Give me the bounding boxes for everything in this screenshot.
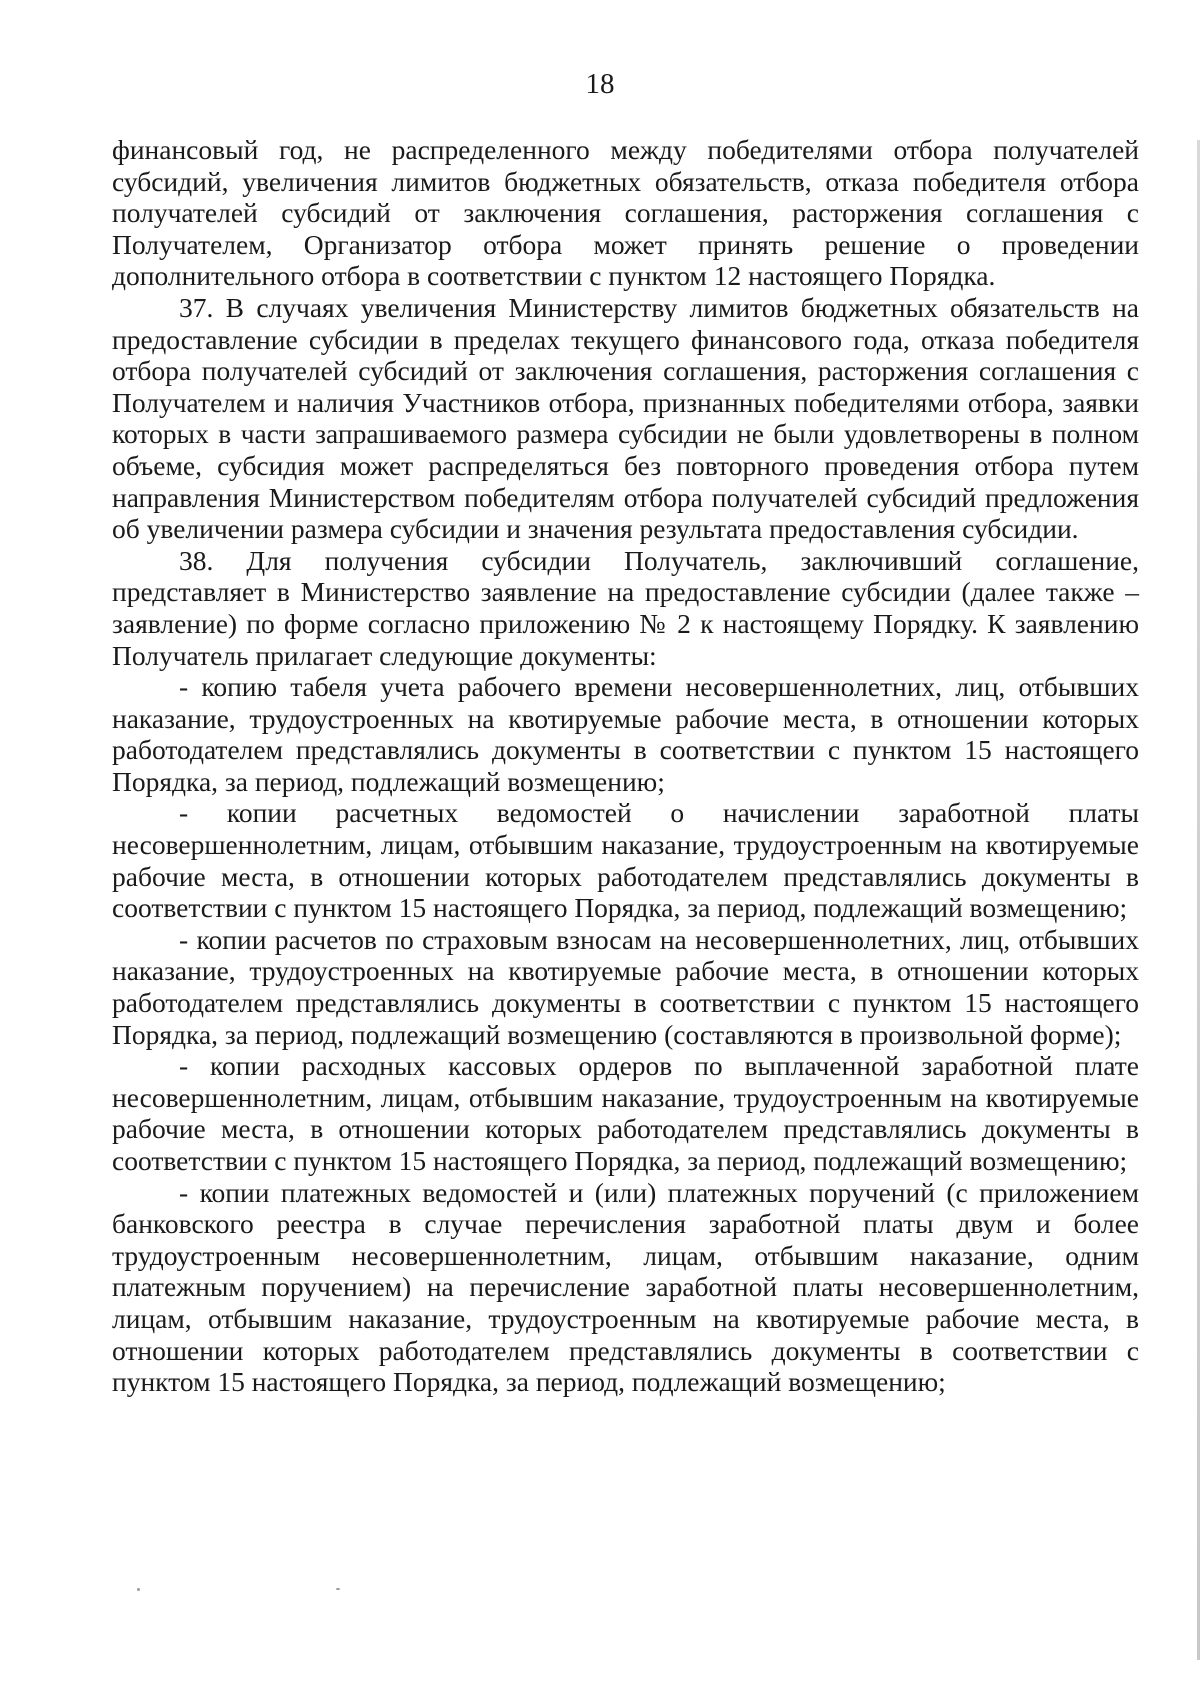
scan-speck	[137, 1588, 140, 1591]
paragraph-item-38: 38. Для получения субсидии Получатель, заключивший соглашение, представляет в Министерство заявление на предоставление субсидии (далее также – заявление) по форме согласно приложению № 2 к настоящему Порядку. К заявлению Получатель прилагает следующие документы:	[112, 544, 1139, 671]
list-item-payroll-statements: - копии расчетных ведомостей о начислении заработной платы несовершеннолетним, лицам, отбывшим наказание, трудоустроенным на квотируемые рабочие места, в отношении которых работодателем представлялись документы в соответствии с пунктом 15 настоящего Порядка, за период, подлежащий возмещению;	[112, 797, 1139, 924]
document-body	[112, 134, 1139, 1398]
paragraph-continuation: финансовый год, не распределенного между победителями отбора получателей субсидий, увеличения лимитов бюджетных обязательств, отказа победителя отбора получателей субсидий от заключения соглашения, расторжения соглашения с Получателем, Организатор отбора может принять решение о проведении дополнительного отбора в соответствии с пунктом 12 настоящего Порядка.	[112, 134, 1139, 292]
list-item-payment-documents: - копии платежных ведомостей и (или) платежных поручений (с приложением банковского реестра в случае перечисления заработной платы двум и более трудоустроенным несовершеннолетним, лицам, отбывшим наказание, одним платежным поручением) на перечисление заработной платы несовершеннолетним, лицам, отбывшим наказание, трудоустроенным на квотируемые рабочие места, в отношении которых работодателем представлялись документы в соответствии с пунктом 15 настоящего Порядка, за период, подлежащий возмещению;	[112, 1176, 1139, 1398]
list-item-cash-orders: - копии расходных кассовых ордеров по выплаченной заработной плате несовершеннолетним, лицам, отбывшим наказание, трудоустроенным на квотируемые рабочие места, в отношении которых работодателем представлялись документы в соответствии с пунктом 15 настоящего Порядка, за период, подлежащий возмещению;	[112, 1050, 1139, 1176]
list-item-timesheet: - копию табеля учета рабочего времени несовершеннолетних, лиц, отбывших наказание, трудоустроенных на квотируемые рабочие места, в отношении которых работодателем представлялись документы в соответствии с пунктом 15 настоящего Порядка, за период, подлежащий возмещению;	[112, 671, 1139, 797]
scan-speck	[336, 1588, 340, 1590]
paragraph-item-37: 37. В случаях увеличения Министерству лимитов бюджетных обязательств на предоставление субсидии в пределах текущего финансового года, отказа победителя отбора получателей субсидий от заключения соглашения, расторжения соглашения с Получателем и наличия Участников отбора, признанных победителями отбора, заявки которых в части запрашиваемого размера субсидии не были удовлетворены в полном объеме, субсидия может распределяться без повторного проведения отбора путем направления Министерством победителям отбора получателей субсидий предложения об увеличении размера субсидии и значения результата предоставления субсидии.	[112, 291, 1139, 545]
page-number: 18	[585, 68, 615, 100]
list-item-insurance-calculations: - копии расчетов по страховым взносам на несовершеннолетних, лиц, отбывших наказание, трудоустроенных на квотируемые рабочие места, в отношении которых работодателем представлялись документы в соответствии с пунктом 15 настоящего Порядка, за период, подлежащий возмещению (составляются в произвольной форме);	[112, 923, 1139, 1050]
